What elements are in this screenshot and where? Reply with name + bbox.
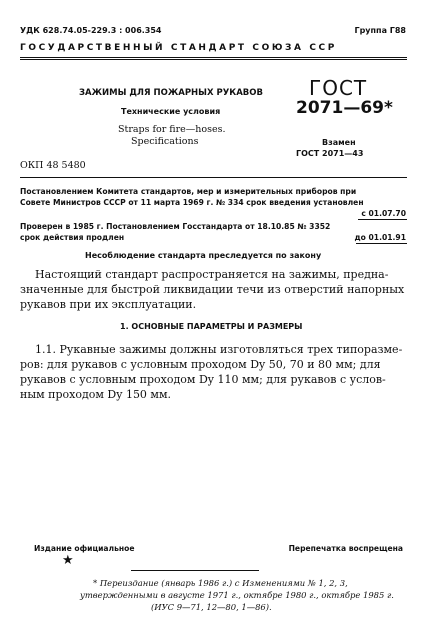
extended-to-underline — [356, 243, 407, 244]
replaces-value: ГОСТ 2071—43 — [296, 149, 364, 158]
decree-line-5: срок действия продлен — [20, 233, 125, 242]
header-rule-bottom — [20, 59, 407, 60]
standard-banner: ГОСУДАРСТВЕННЫЙ СТАНДАРТ СОЮЗА ССР — [20, 43, 337, 53]
header-rule-top — [20, 57, 407, 58]
effective-date-underline — [358, 219, 407, 220]
intro-line-1: Настоящий стандарт распространяется на зажимы, предна- — [35, 268, 389, 281]
section-1-line-1: 1.1. Рукавные зажимы должны изготовляться трех типоразме- — [35, 343, 403, 356]
okp-code: ОКП 48 5480 — [20, 160, 86, 171]
section-1-line-3: рукавов с условным проходом Dy 110 мм; для рукавов с услов- — [20, 373, 386, 386]
group-code: Группа Г88 — [354, 26, 406, 35]
document-title: ЗАЖИМЫ ДЛЯ ПОЖАРНЫХ РУКАВОВ — [79, 88, 263, 98]
violation-notice: Несоблюдение стандарта преследуется по закону — [85, 251, 322, 260]
footnote-line-2: утвержденными в августе 1971 г., октябре 1980 г., октябре 1985 г. — [80, 590, 394, 600]
section-1-heading: 1. ОСНОВНЫЕ ПАРАМЕТРЫ И РАЗМЕРЫ — [120, 322, 303, 331]
footnote-rule — [131, 570, 259, 571]
udc-code: УДК 628.74.05-229.3 : 006.354 — [20, 26, 162, 35]
section-1-line-2: ров: для рукавов с условным проходом Dy 50, 70 и 80 мм; для — [20, 358, 381, 371]
decree-line-1: Постановлением Комитета стандартов, мер и измерительных приборов при — [20, 187, 357, 196]
intro-line-3: рукавов при их эксплуатации. — [20, 298, 197, 311]
gost-label: ГОСТ — [309, 76, 368, 100]
section-1-line-4: ным проходом Dy 150 мм. — [20, 388, 172, 401]
extended-to-date: до 01.01.91 — [354, 233, 406, 242]
star-icon: ★ — [62, 553, 74, 568]
official-edition: Издание официальное — [34, 544, 135, 553]
title-english-line1: Straps for fire—hoses. — [118, 124, 226, 135]
document-subtitle: Технические условия — [121, 107, 221, 116]
intro-line-2: значенные для быстрой ликвидации течи из отверстий напорных — [20, 283, 405, 296]
title-english-line2: Specifications — [131, 136, 199, 147]
reprint-prohibited: Перепечатка воспрещена — [288, 544, 403, 553]
effective-date: с 01.07.70 — [361, 209, 406, 218]
footnote-line-1: * Переиздание (январь 1986 г.) с Изменениями № 1, 2, 3, — [93, 578, 348, 588]
gost-number: 2071—69* — [296, 98, 393, 118]
footnote-line-3: (ИУС 9—71, 12—80, 1—86). — [151, 602, 272, 612]
decree-line-4: Проверен в 1985 г. Постановлением Госстандарта от 18.10.85 № 3352 — [20, 222, 331, 231]
replaces-label: Взамен — [322, 138, 356, 147]
decree-rule — [20, 177, 407, 178]
decree-line-2: Совете Министров СССР от 11 марта 1969 г. № 334 срок введения установлен — [20, 198, 364, 207]
